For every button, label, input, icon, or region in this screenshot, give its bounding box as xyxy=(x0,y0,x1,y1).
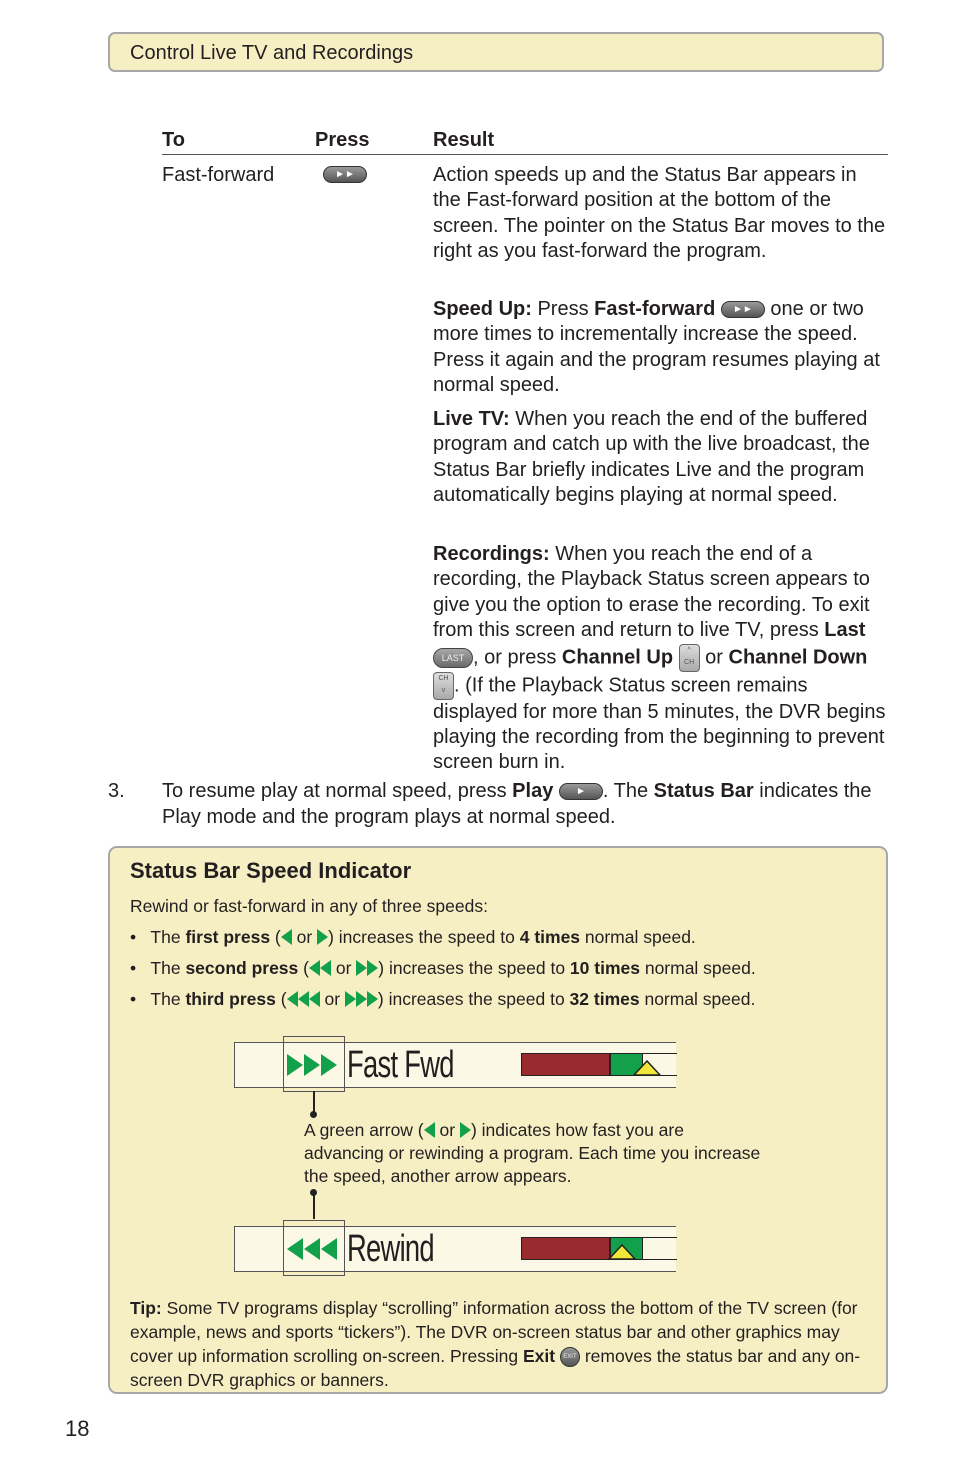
forward-arrow-icon xyxy=(356,960,367,976)
step-3-text-2: . The xyxy=(602,780,654,802)
bullet-text: normal speed. xyxy=(580,927,696,947)
step-3-text-1: To resume play at normal speed, press xyxy=(162,780,513,802)
callout-line-top xyxy=(313,1091,315,1113)
channel-up-label: Channel Up xyxy=(561,645,674,668)
rewind-arrow-icon xyxy=(309,991,320,1007)
forward-arrow-icon xyxy=(367,960,378,976)
last-button-icon: LAST xyxy=(433,648,473,668)
ch-label: CH xyxy=(684,658,695,666)
rewind-status-bar xyxy=(234,1226,676,1272)
bullet-text: The xyxy=(150,958,186,978)
live-tv-text: When you reach the end of the buffered program and catch up with the live broadcast, the Status Bar briefly indicates Live and the program automatically begins playing at normal speed. xyxy=(433,408,870,507)
bullet-text: increases the speed to xyxy=(384,958,570,978)
step-3-text xyxy=(162,779,888,830)
step-number: 3. xyxy=(108,780,125,802)
rewind-arrow-icon xyxy=(287,991,298,1007)
status-bar-remaining xyxy=(643,1237,677,1260)
table-header-rule xyxy=(162,154,888,155)
fast-forward-label: Fast-forward xyxy=(594,298,716,320)
rewind-arrow-icon xyxy=(320,960,331,976)
section-title: Control Live TV and Recordings xyxy=(130,42,414,64)
speed-up-text-2: one or two more times to incrementally increase the speed. Press it again and the program resumes playing at normal speed. xyxy=(433,298,880,397)
exit-button-icon: EXIT xyxy=(560,1347,580,1367)
callout-text xyxy=(304,1119,764,1188)
forward-arrow-icon xyxy=(460,1122,471,1138)
or-text: or xyxy=(434,1120,460,1140)
channel-up-icon: ^ CH xyxy=(679,644,700,672)
status-bar-red-segment xyxy=(521,1237,610,1260)
bullet-times: 4 times xyxy=(519,927,581,947)
bullet-bold: first press xyxy=(185,927,271,947)
forward-arrow-icon xyxy=(317,929,328,945)
or-text: or xyxy=(324,989,341,1009)
or-text: or xyxy=(335,958,352,978)
rewind-arrow-icon xyxy=(309,960,320,976)
bullet-text: The xyxy=(150,989,186,1009)
fast-fwd-label: Fast Fwd xyxy=(347,1044,454,1086)
status-pointer-icon xyxy=(632,1060,662,1076)
fast-fwd-status-bar xyxy=(234,1042,676,1088)
callout-dot-top xyxy=(310,1111,317,1118)
panel-intro: Rewind or fast-forward in any of three speeds: xyxy=(130,896,488,916)
bullet-second-press: • The second press ( or ) increases the speed to 10 times normal speed. xyxy=(130,958,756,978)
play-button-icon: ► xyxy=(559,783,603,800)
bullet-bold: second press xyxy=(185,958,299,978)
section-header xyxy=(108,32,884,72)
bullet-third-press: • The third press ( or ) increases the speed to 32 times normal speed. xyxy=(130,989,756,1009)
result-paragraph-1: Action speeds up and the Status Bar appears in the Fast-forward position at the bottom of the screen. The pointer on the Status Bar moves to the right as you fast-forward the program. xyxy=(433,164,886,263)
callout-text-2: ) indicates how fast you are advancing or rewinding a program. Each time you increase the speed, another arrow appears. xyxy=(304,1120,761,1186)
fast-forward-inline-icon: ►► xyxy=(721,301,765,318)
or-text: or xyxy=(296,927,313,947)
bullet-text: increases the speed to xyxy=(383,989,570,1009)
rewind-label: Rewind xyxy=(347,1228,434,1270)
column-header-result: Result xyxy=(433,129,495,151)
bullet-text: normal speed. xyxy=(639,958,756,978)
channel-down-icon: CH v xyxy=(433,672,454,700)
page-number: 18 xyxy=(65,1416,90,1441)
rewind-arrow-icon xyxy=(281,929,292,945)
recordings-text-3: or xyxy=(699,645,729,668)
forward-arrow-icon xyxy=(356,991,367,1007)
tip-text-1: Some TV programs display “scrolling” information across the bottom of the TV screen (for example, news and sports “tickers”). The DVR on-screen status bar and other graphics may cover up information scrolling on-screen. Pressing xyxy=(130,1298,858,1366)
bullet-text: increases the speed to xyxy=(333,927,520,947)
play-label: Play xyxy=(512,780,554,802)
bullet-bold: third press xyxy=(185,989,276,1009)
bullet-first-press: • The first press ( or ) increases the speed to 4 times normal speed. xyxy=(130,927,696,947)
speed-up-paragraph xyxy=(433,297,888,399)
channel-down-label: Channel Down xyxy=(728,645,868,668)
speed-up-text-1: Press xyxy=(531,298,595,320)
bullet-times: 10 times xyxy=(569,958,640,978)
bullet-text: The xyxy=(150,927,186,947)
tip-paragraph xyxy=(130,1296,870,1392)
recordings-text-2: , or press xyxy=(473,645,562,668)
recordings-label: Recordings: xyxy=(433,543,550,565)
column-header-to: To xyxy=(162,129,185,151)
recordings-paragraph xyxy=(433,542,888,776)
live-tv-label: Live TV: xyxy=(433,408,510,430)
row-action-label: Fast-forward xyxy=(162,164,275,186)
recordings-text-4: . (If the Playback Status screen remains displayed for more than 5 minutes, the DVR begins playing the recording from the beginning to prevent screen burn in. xyxy=(433,673,886,774)
triple-forward-arrow-icon xyxy=(287,1053,341,1077)
step-3-text-3: indicates the Play mode and the program plays at normal speed. xyxy=(162,780,872,828)
callout-line-bottom xyxy=(313,1195,315,1219)
triple-rewind-arrow-icon xyxy=(287,1237,341,1261)
panel-title: Status Bar Speed Indicator xyxy=(130,858,412,883)
tip-text-2: removes the status bar and any on-screen DVR graphics or banners. xyxy=(130,1346,861,1390)
forward-arrow-icon xyxy=(367,991,378,1007)
column-header-press: Press xyxy=(315,129,370,151)
bullet-text: normal speed. xyxy=(639,989,756,1009)
rewind-arrow-icon xyxy=(298,991,309,1007)
speed-indicator-panel xyxy=(108,846,888,1394)
bullet-times: 32 times xyxy=(569,989,640,1009)
live-tv-paragraph xyxy=(433,407,888,509)
fast-forward-button-icon: ►► xyxy=(323,166,367,184)
status-pointer-icon xyxy=(607,1244,637,1260)
callout-text-1: A green arrow ( xyxy=(304,1120,424,1140)
forward-arrow-icon xyxy=(345,991,356,1007)
ch-label: CH xyxy=(438,674,449,682)
tip-label: Tip: xyxy=(130,1298,162,1318)
rewind-arrow-icon xyxy=(424,1122,435,1138)
status-bar-label: Status Bar xyxy=(653,780,754,802)
last-label: Last xyxy=(824,619,866,642)
recordings-text-1: When you reach the end of a recording, the Playback Status screen appears to give you the option to erase the recording. To exit from this screen and return to live TV, press xyxy=(433,543,870,642)
status-bar-red-segment xyxy=(521,1053,610,1076)
speed-up-label: Speed Up: xyxy=(433,298,532,320)
exit-label: Exit xyxy=(522,1346,556,1366)
